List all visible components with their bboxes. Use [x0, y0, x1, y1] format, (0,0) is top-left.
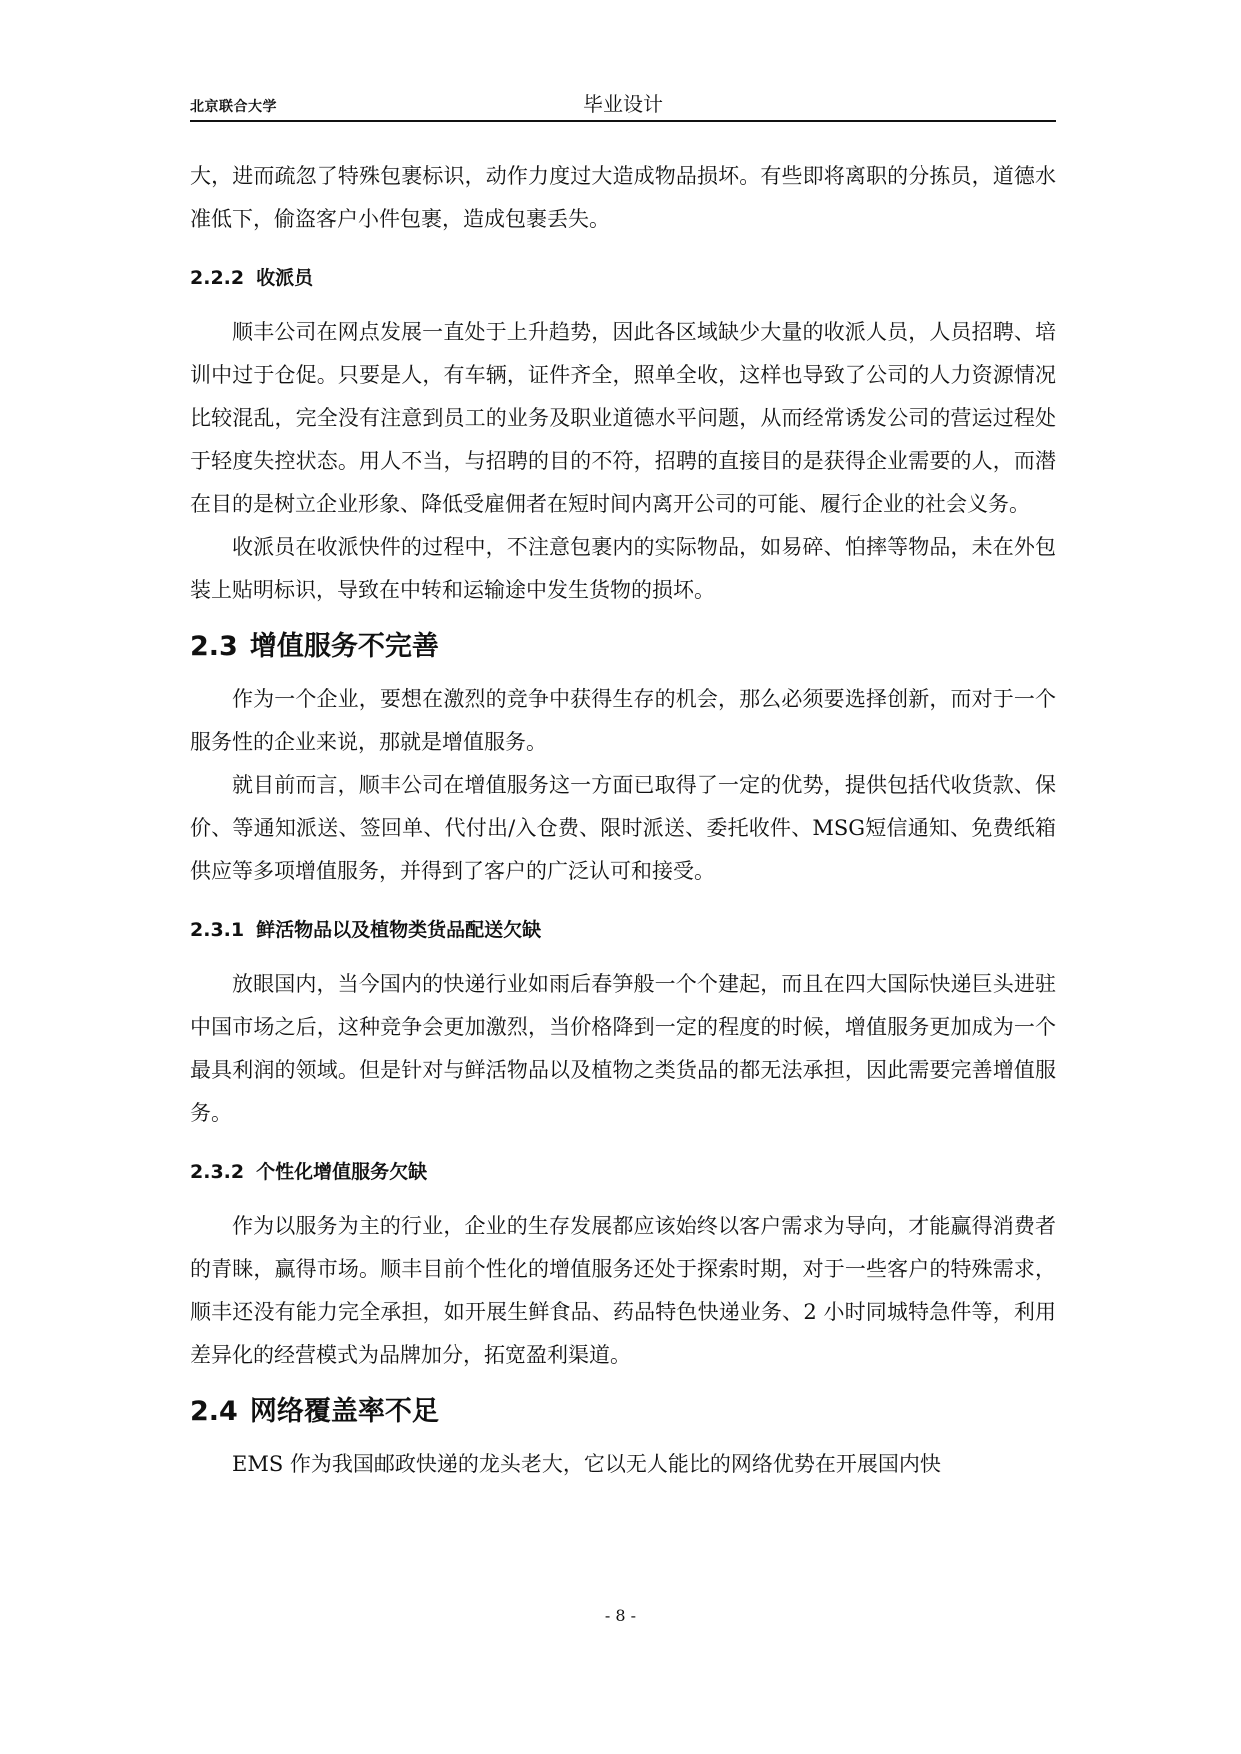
page-content — [190, 155, 1056, 1486]
heading-2-3 — [190, 626, 1056, 668]
heading-title: 网络覆盖率不足 — [249, 1396, 439, 1427]
paragraph: 作为以服务为主的行业，企业的生存发展都应该始终以客户需求为导向，才能赢得消费者的青睐，赢得市场。顺丰目前个性化的增值服务还处于探索时期，对于一些客户的特殊需求，顺丰还没有能力完全承担，如开展生鲜食品、药品特色快递业务、2 小时同城特急件等，利用差异化的经营模式为品牌加分，拓宽盈利渠道。 — [190, 1214, 1056, 1367]
paragraph: 收派员在收派快件的过程中，不注意包裹内的实际物品，如易碎、怕摔等物品，未在外包装上贴明标识，导致在中转和运输途中发生货物的损坏。 — [190, 535, 1056, 602]
paragraph: EMS 作为我国邮政快递的龙头老大，它以无人能比的网络优势在开展国内快 — [232, 1452, 941, 1476]
heading-title: 个性化增值服务欠缺 — [256, 1161, 428, 1183]
heading-number: 2.2.2 — [190, 267, 245, 289]
paragraph: 就目前而言，顺丰公司在增值服务这一方面已取得了一定的优势，提供包括代收货款、保价、等通知派送、签回单、代付出/入仓费、限时派送、委托收件、MSG短信通知、免费纸箱供应等多项增值服务，并得到了客户的广泛认可和接受。 — [190, 773, 1056, 883]
heading-title: 鲜活物品以及植物类货品配送欠缺 — [256, 919, 542, 941]
heading-2-3-2 — [190, 1155, 1056, 1189]
header-divider — [190, 120, 1056, 122]
page-header — [190, 86, 1056, 122]
header-school-name: 北京联合大学 — [190, 99, 277, 115]
paragraph-continued: 大，进而疏忽了特殊包裹标识，动作力度过大造成物品损坏。有些即将离职的分拣员，道德水准低下，偷盗客户小件包裹，造成包裹丢失。 — [190, 164, 1056, 231]
page-number: - 8 - — [604, 1606, 637, 1625]
heading-number: 2.3.2 — [190, 1161, 245, 1183]
paragraph: 作为一个企业，要想在激烈的竞争中获得生存的机会，那么必须要选择创新，而对于一个服务性的企业来说，那就是增值服务。 — [190, 687, 1056, 754]
heading-title: 增值服务不完善 — [249, 631, 439, 662]
heading-number: 2.4 — [190, 1396, 238, 1427]
heading-number: 2.3.1 — [190, 919, 245, 941]
heading-2-4 — [190, 1391, 1056, 1433]
heading-title: 收派员 — [256, 267, 314, 289]
heading-number: 2.3 — [190, 631, 238, 662]
paragraph: 顺丰公司在网点发展一直处于上升趋势，因此各区域缺少大量的收派人员，人员招聘、培训中过于仓促。只要是人，有车辆，证件齐全，照单全收，这样也导致了公司的人力资源情况比较混乱，完全没有注意到员工的业务及职业道德水平问题，从而经常诱发公司的营运过程处于轻度失控状态。用人不当，与招聘的目的不符，招聘的直接目的是获得企业需要的人，而潜在目的是树立企业形象、降低受雇佣者在短时间内离开公司的可能、履行企业的社会义务。 — [190, 320, 1056, 516]
heading-2-2-2 — [190, 261, 1056, 295]
heading-2-3-1 — [190, 913, 1056, 947]
paragraph: 放眼国内，当今国内的快递行业如雨后春笋般一个个建起，而且在四大国际快递巨头进驻中国市场之后，这种竞争会更加激烈，当价格降到一定的程度的时候，增值服务更加成为一个最具利润的领域。但是针对与鲜活物品以及植物之类货品的都无法承担，因此需要完善增值服务。 — [190, 972, 1056, 1125]
header-title: 毕业设计 — [583, 92, 663, 116]
